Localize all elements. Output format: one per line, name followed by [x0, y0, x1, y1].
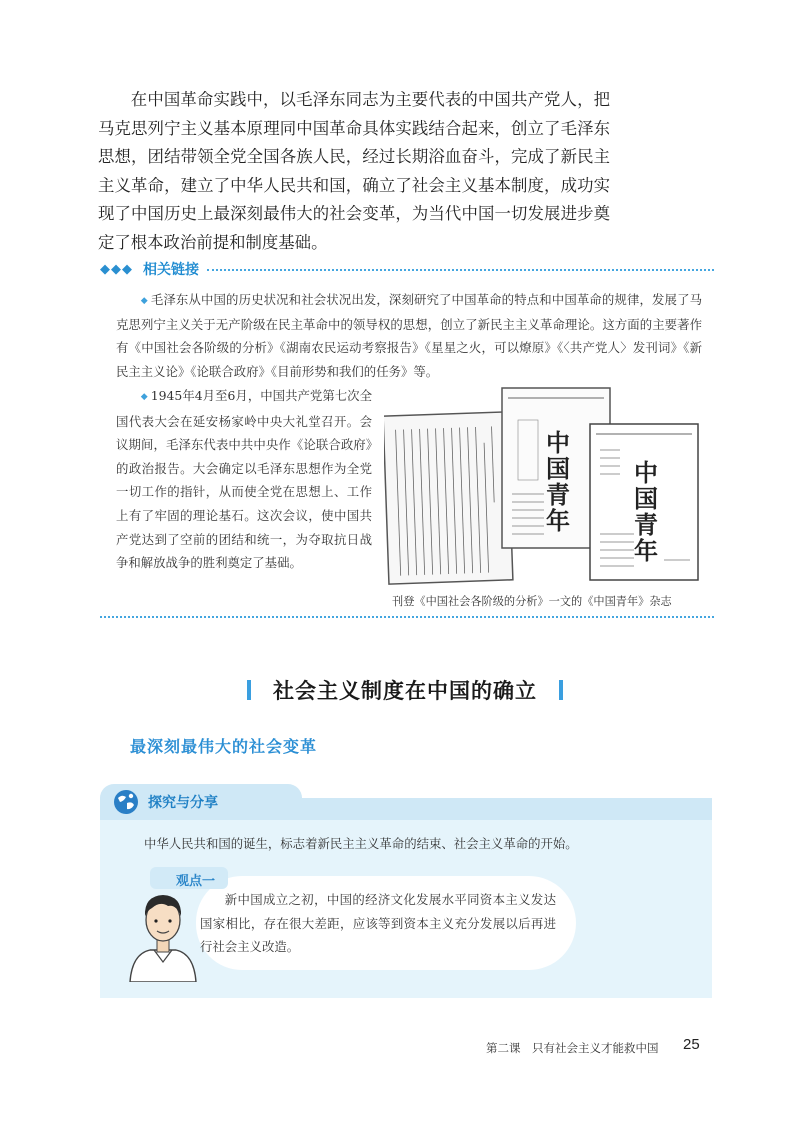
- related-link-header: [100, 258, 714, 280]
- title-bar-left: [247, 680, 251, 700]
- photo-caption: 刊登《中国社会各阶级的分析》一文的《中国青年》杂志: [392, 595, 672, 608]
- globe-icon: [112, 788, 140, 816]
- section-title: [230, 672, 580, 708]
- viewpoint-text: 新中国成立之初，中国的经济文化发展水平同资本主义发达国家相比，存在很大差距，应该等到资本主义充分发展以后再进行社会主义改造。: [200, 892, 556, 955]
- explore-statement: 中华人民共和国的诞生，标志着新民主主义革命的结束、社会主义革命的开始。: [144, 836, 578, 851]
- diamond-icons: ◆◆◆: [100, 261, 133, 277]
- page-number: 25: [683, 1036, 700, 1053]
- viewpoint-label: 观点一: [176, 874, 216, 889]
- related-link-paragraph-1: ◆ 毛泽东从中国的历史状况和社会状况出发，深刻研究了中国革命的特点和中国革命的规律，发展了马克思列宁主义关于无产阶级在民主革命中的领导权的思想，创立了新民主主义革命理论。这方面的主要著作有《中国社会各阶级的分析》《湖南农民运动考察报告》《星星之火，可以燎原》《〈共产党人〉发刊词》《新民主主义论》《论联合政府》《目前形势和我们的任务》等。: [116, 292, 703, 379]
- student-avatar: [126, 884, 200, 982]
- magazine-title-1: 中国青年: [541, 430, 571, 534]
- magazine-photo: [384, 384, 702, 590]
- magazine-title-2: 中国青年: [629, 460, 659, 564]
- explore-title: 探究与分享: [148, 795, 218, 811]
- dotted-divider-bottom: [100, 616, 714, 618]
- related-link-title: 相关链接: [143, 262, 199, 278]
- intro-section: [98, 86, 610, 258]
- intro-paragraph: 在中国革命实践中，以毛泽东同志为主要代表的中国共产党人，把马克思列宁主义基本原理同中国革命具体实践结合起来，创立了毛泽东思想，团结带领全党全国各族人民，经过长期浴血奋斗，完成了新民主主义革命，建立了中华人民共和国，确立了社会主义基本制度，成功实现了中国历史上最深刻最伟大的社会变革，为当代中国一切发展进步奠定了根本政治前提和制度基础。: [98, 90, 610, 252]
- section-title-text: 社会主义制度在中国的确立: [273, 679, 537, 703]
- footer-chapter: 第二课 只有社会主义才能救中国: [486, 1041, 659, 1055]
- bullet-diamond-icon: ◆: [140, 392, 148, 402]
- title-bar-right: [559, 680, 563, 700]
- section-subtitle: 最深刻最伟大的社会变革: [130, 737, 318, 756]
- related-link-paragraph-2: ◆ 1945年4月至6月，中国共产党第七次全国代表大会在延安杨家岭中央大礼堂召开。会议期间，毛泽东代表中共中央作《论联合政府》的政治报告。大会确定以毛泽东思想作为全党一切工作的指针，从而使全党在思想上、工作上有了牢固的理论基石。这次会议，使中国共产党达到了空前的团结和统一，为夺取抗日战争和解放战争的胜利奠定了基础。: [116, 388, 372, 571]
- dotted-divider: [207, 269, 714, 271]
- bullet-diamond-icon: ◆: [140, 296, 148, 306]
